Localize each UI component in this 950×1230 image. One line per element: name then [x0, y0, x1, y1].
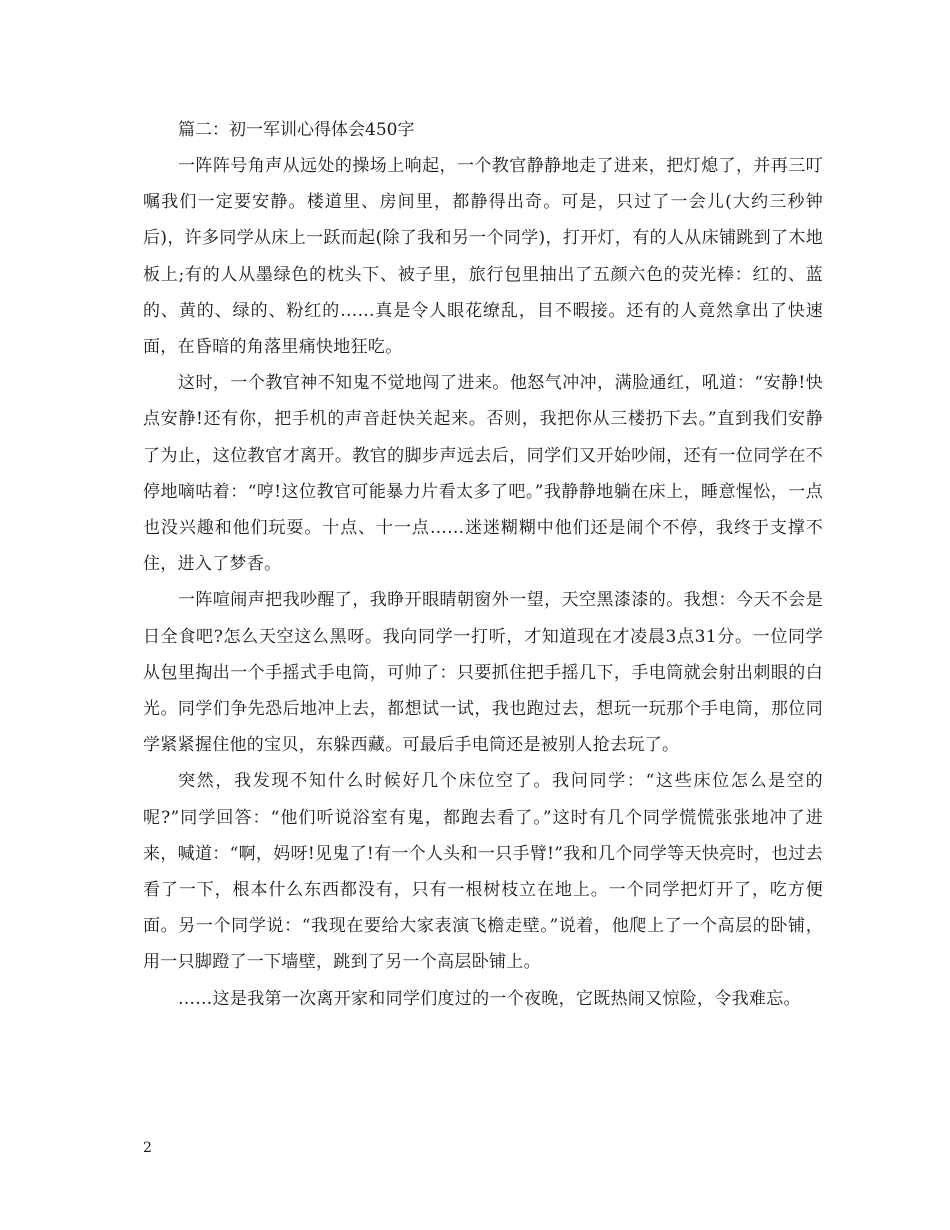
paragraph-2: 这时，一个教官神不知鬼不觉地闯了进来。他怒气冲冲，满脸通红，吼道：“安静!快点安静!还有你，把手机的声音赶快关起来。否则，我把你从三楼扔下去。”直到我们安静了为止，这位教官才离开。教官的脚步声远去后，同学们又开始吵闹，还有一位同学在不停地嘀咕着：“哼!这位教官可能暴力片看太多了吧。”我静静地躺在床上，睡意惺忪，一点也没兴趣和他们玩耍。十点、十一点……迷迷糊糊中他们还是闹个不停，我终于支撑不住，进入了梦香。 — [143, 373, 823, 575]
document-body — [143, 117, 823, 1017]
paragraph-5: ……这是我第一次离开家和同学们度过的一个夜晚，它既热闹又惊险，令我难忘。 — [178, 988, 801, 1009]
paragraph-3: 一阵喧闹声把我吵醒了，我睁开眼睛朝窗外一望，天空黑漆漆的。我想：今天不会是日全食吧?怎么天空这么黑呀。我向同学一打听，才知道现在才凌晨3点31分。一位同学从包里掏出一个手摇式手电筒，可帅了：只要抓住把手摇几下，手电筒就会射出刺眼的白光。同学们争先恐后地冲上去，都想试一试，我也跑过去，想玩一玩那个手电筒，那位同学紧紧握住他的宝贝，东躲西藏。可最后手电筒还是被别人抢去玩了。 — [143, 590, 823, 756]
paragraph-4: 突然，我发现不知什么时候好几个床位空了。我问同学：“这些床位怎么是空的呢?”同学回答：“他们听说浴室有鬼，都跑去看了。”这时有几个同学慌慌张张地冲了进来，喊道：“啊，妈呀!见鬼了!有一个人头和一只手臂!”我和几个同学等天快亮时，也过去看了一下，根本什么东西都没有，只有一根树枝立在地上。一个同学把灯开了，吃方便面。另一个同学说：“我现在要给大家表演飞檐走壁。”说着，他爬上了一个高层的卧铺，用一只脚蹬了一下墙壁，跳到了另一个高层卧铺上。 — [143, 771, 823, 973]
page-number: 2 — [143, 1140, 152, 1156]
paragraph-1: 一阵阵号角声从远处的操场上响起，一个教官静静地走了进来，把灯熄了，并再三叮嘱我们一定要安静。楼道里、房间里，都静得出奇。可是，只过了一会儿(大约三秒钟后)，许多同学从床上一跃而起(除了我和另一个同学)，打开灯，有的人从床铺跳到了木地板上;有的人从墨绿色的枕头下、被子里，旅行包里抽出了五颜六色的荧光棒：红的、蓝的、黄的、绿的、粉红的……真是令人眼花缭乱，目不暇接。还有的人竟然拿出了快速面，在昏暗的角落里痛快地狂吃。 — [143, 156, 823, 358]
section-heading: 篇二：初一军训心得体会450字 — [178, 120, 415, 140]
